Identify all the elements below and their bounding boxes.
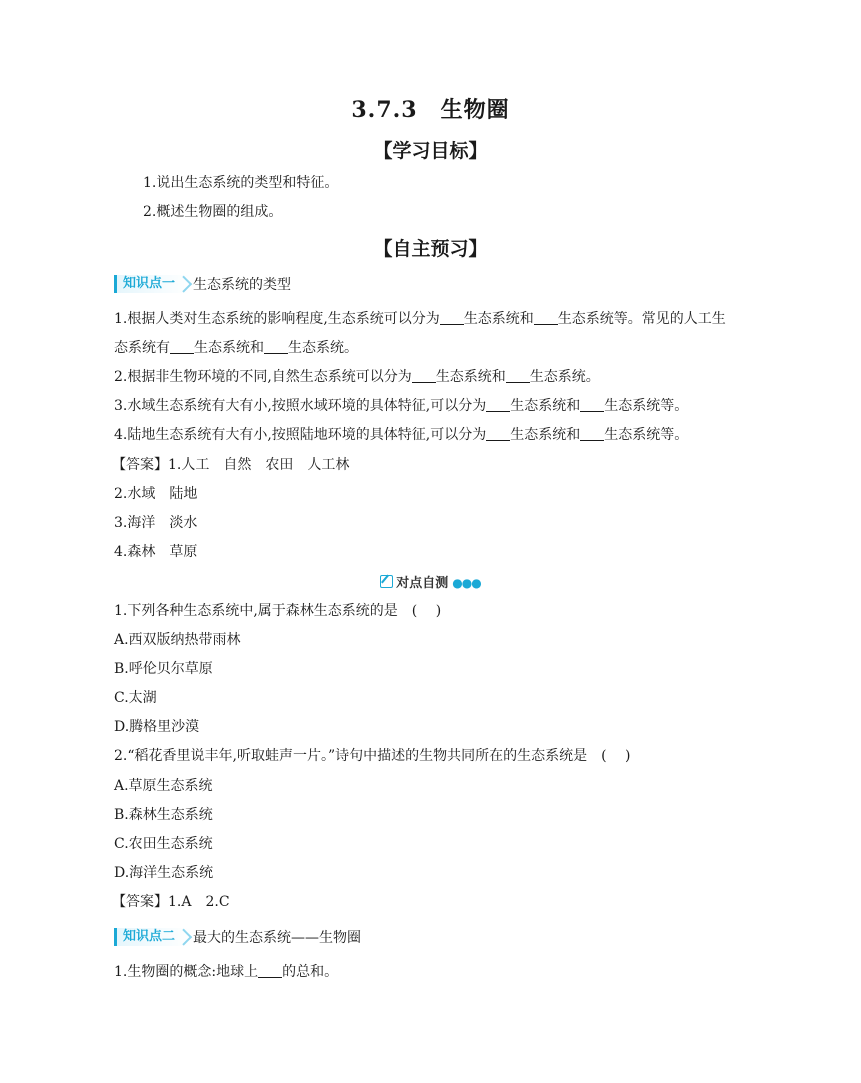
kp1-answer: 2.水域 陆地 [114,486,198,502]
objectives-heading: 【学习目标】 [373,140,488,162]
pencil-icon [380,575,393,588]
option: C.太湖 [114,690,157,706]
option: B.森林生态系统 [114,807,213,823]
page-title: 3.7.3 生物圈 [351,97,510,123]
knowledge-point-tag: 知识点一 [114,275,191,293]
knowledge-point-title: 生态系统的类型 [193,277,292,293]
kp1-answer: 【答案】1.人工 自然 农田 人工林 [112,457,350,473]
answer-blank [580,426,604,441]
knowledge-point-1-header [114,274,291,294]
knowledge-point-2-header [114,927,361,947]
answer-blank [264,339,288,354]
objective-item: 1.说出生态系统的类型和特征。 [143,175,339,191]
option: A.西双版纳热带雨林 [114,632,241,648]
answer-blank [170,339,194,354]
option: A.草原生态系统 [114,778,213,794]
kp1-answer: 3.海洋 淡水 [114,515,198,531]
self-test-heading: 对点自测 ●●● [0,572,861,591]
kp1-question-2: 2.根据非生物环境的不同,自然生态系统可以分为 生态系统和 生态系统。 [114,369,600,385]
kp2-question-1: 1.生物圈的概念:地球上 的总和。 [114,964,339,980]
answer-blank [258,963,282,978]
preview-heading: 【自主预习】 [373,238,488,260]
kp1-question-4: 4.陆地生态系统有大有小,按照陆地环境的具体特征,可以分为 生态系统和 生态系统等。 [114,427,689,443]
dots-icon: ●●● [452,576,481,590]
kp1-question-3: 3.水域生态系统有大有小,按照水域环境的具体特征,可以分为 生态系统和 生态系统等。 [114,398,689,414]
selftest-question-1: 1.下列各种生态系统中,属于森林生态系统的是 ( ) [114,603,442,619]
kp1-question-1-cont: 态系统有 生态系统和 生态系统。 [114,340,358,356]
answer-blank [486,426,510,441]
answer-blank [534,310,558,325]
kp1-answer: 4.森林 草原 [114,544,198,560]
answer-blank [440,310,464,325]
answer-blank [506,368,530,383]
selftest-answer: 【答案】1.A 2.C [112,894,230,910]
answer-blank [580,397,604,412]
answer-blank [412,368,436,383]
option: D.腾格里沙漠 [114,719,200,735]
option: D.海洋生态系统 [114,865,214,881]
kp1-question-1: 1.根据人类对生态系统的影响程度,生态系统可以分为 生态系统和 生态系统等。常见的人工生 [114,311,726,327]
option: B.呼伦贝尔草原 [114,661,213,677]
objective-item: 2.概述生物圈的组成。 [143,204,283,220]
selftest-question-2: 2.“稻花香里说丰年,听取蛙声一片。”诗句中描述的生物共同所在的生态系统是 ( ) [114,748,631,764]
knowledge-point-title: 最大的生态系统——生物圈 [193,930,362,946]
knowledge-point-tag: 知识点二 [114,928,191,946]
option: C.农田生态系统 [114,836,213,852]
answer-blank [486,397,510,412]
